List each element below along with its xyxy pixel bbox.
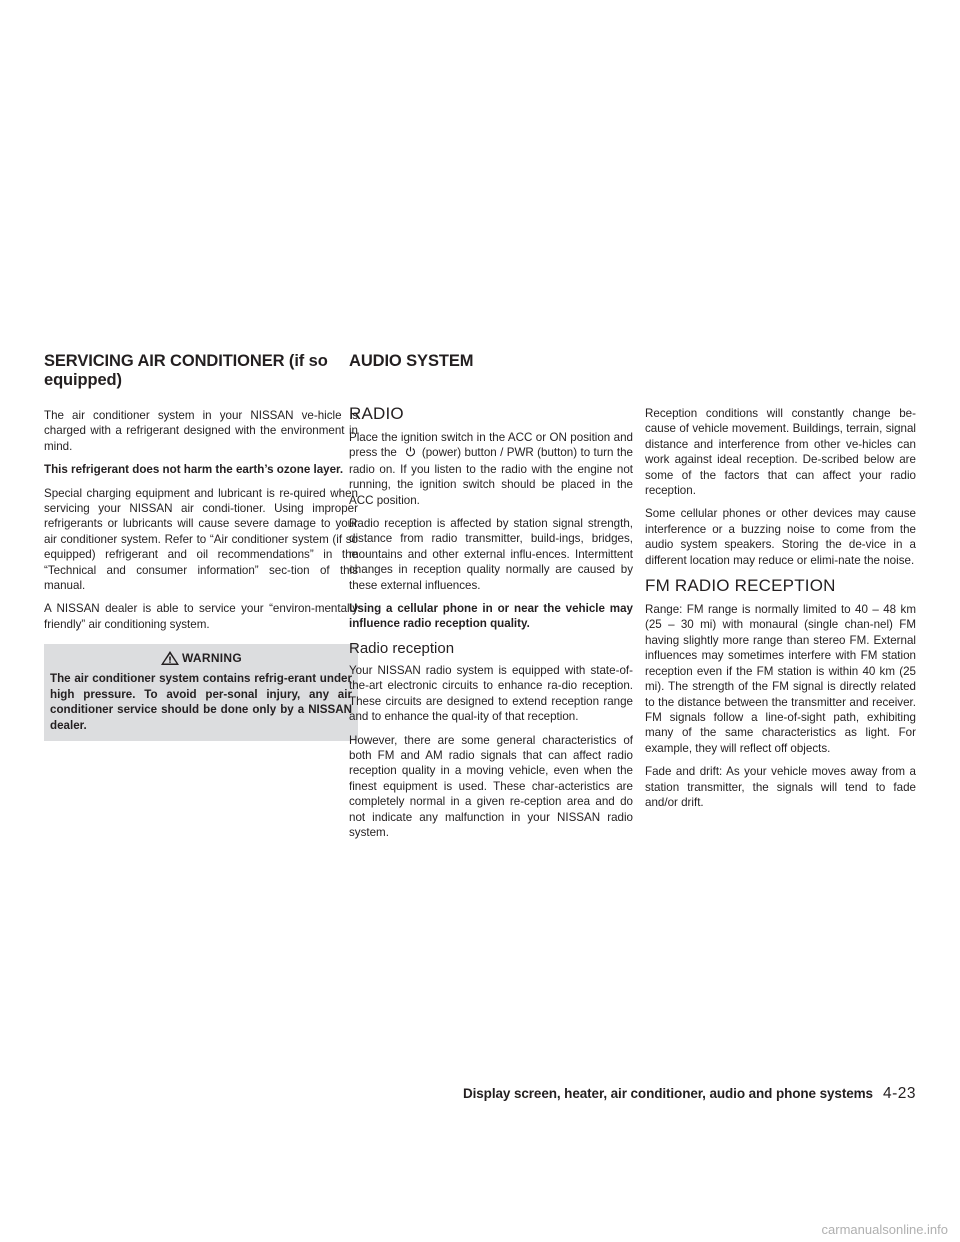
subheading-fm-radio-reception: FM RADIO RECEPTION (645, 576, 836, 596)
paragraph: A NISSAN dealer is able to service your “environ-mentally friendly” air conditioning system. (44, 602, 358, 631)
subheading-radio: RADIO (349, 404, 404, 423)
subheading-radio-reception: Radio reception (349, 639, 455, 657)
warning-triangle-icon (160, 650, 180, 666)
section-heading-servicing-ac: SERVICING AIR CONDITIONER (if so equipped) (44, 352, 328, 389)
paragraph: Special charging equipment and lubricant is re-quired when servicing your NISSAN air condi-tioner. Using improper refrigerants or lubricants will cause severe damage to your air conditioner system. Refer to “Air conditioner system (if so equipped) refrigerant and oil recommendations” in the “Technical and consumer information” sec-tion of this manual. (44, 486, 358, 593)
middle-column (349, 404, 633, 848)
radio-text-before: Place the ignition switch in the ACC or ON position and press the (349, 431, 633, 460)
paragraph: However, there are some general characteristics of both FM and AM radio signals that can affect radio reception quality in a moving vehicle, even when the finest equipment is used. These char-acteristics are completely normal in a given re-ception area and do not indicate any malfunction in your NISSAN radio system. (349, 733, 633, 839)
middle-heading-wrap (349, 352, 633, 371)
paragraph: Reception conditions will constantly change be-cause of vehicle movement. Buildings, terrain, signal distance and interference from other ve-hicles can work against ideal reception. De-scribed below are some of the factors that can affect your radio reception. (645, 407, 916, 498)
left-column-body (44, 408, 358, 741)
paragraph: Range: FM range is normally limited to 40 – 48 km (25 – 30 mi) with monaural (single chan-nel) FM having slightly more range than stereo FM. External influences may sometimes interfere with FM station reception even if the FM station is within 40 km (25 mi). The strength of the FM signal is directly related to the distance between the transmitter and receiver. FM signals follow a line-of-sight path, exhibiting many of the same characteristics as light. For example, they will reflect off objects. (645, 603, 916, 755)
paragraph: Your NISSAN radio system is equipped with state-of-the-art electronic circuits to enhance ra-dio reception. These circuits are designed to extend reception range and to enhance the qual-ity of that reception. (349, 663, 633, 724)
right-column (645, 406, 916, 818)
paragraph: Some cellular phones or other devices may cause interference or a buzzing noise to come from the audio system speakers. Storing the de-vice in a different location may reduce or elimi-nate the noise. (645, 507, 916, 567)
paragraph: Radio reception is affected by station signal strength, distance from radio transmitter, build-ings, bridges, mountains and other external influ-ences. Intermittent changes in reception quality normally are caused by these external influences. (349, 517, 633, 592)
paragraph: The air conditioner system in your NISSAN ve-hicle is charged with a refrigerant designed with the environment in mind. (44, 409, 358, 453)
warning-text: The air conditioner system contains refrig-erant under high pressure. To avoid per-sonal injury, any air conditioner service should be done only by a NISSAN dealer. (50, 672, 352, 732)
left-column (44, 352, 358, 390)
footer-chapter-title: Display screen, heater, air conditioner, audio and phone systems (462, 1086, 873, 1101)
section-heading-audio-system: AUDIO SYSTEM (349, 352, 474, 370)
warning-header (50, 644, 352, 671)
page-number: 4-23 (882, 1085, 916, 1102)
power-icon (405, 446, 416, 461)
paragraph-radio-power (349, 430, 633, 508)
warning-box (44, 644, 358, 741)
paragraph-bold: This refrigerant does not harm the earth’s ozone layer. (44, 463, 344, 477)
paragraph-bold: Using a cellular phone in or near the vehicle may influence radio reception quality. (349, 602, 633, 631)
page-footer (428, 1085, 916, 1103)
paragraph: Fade and drift: As your vehicle moves away from a station transmitter, the signals will tend to fade and/or drift. (645, 765, 916, 809)
watermark: carmanualsonline.info (821, 1222, 948, 1237)
radio-text-after: (power) button / PWR (button) to turn the radio on. If you listen to the radio with the engine not running, the ignition switch should be placed in the ACC position. (349, 446, 633, 507)
warning-title: WARNING (181, 650, 243, 665)
